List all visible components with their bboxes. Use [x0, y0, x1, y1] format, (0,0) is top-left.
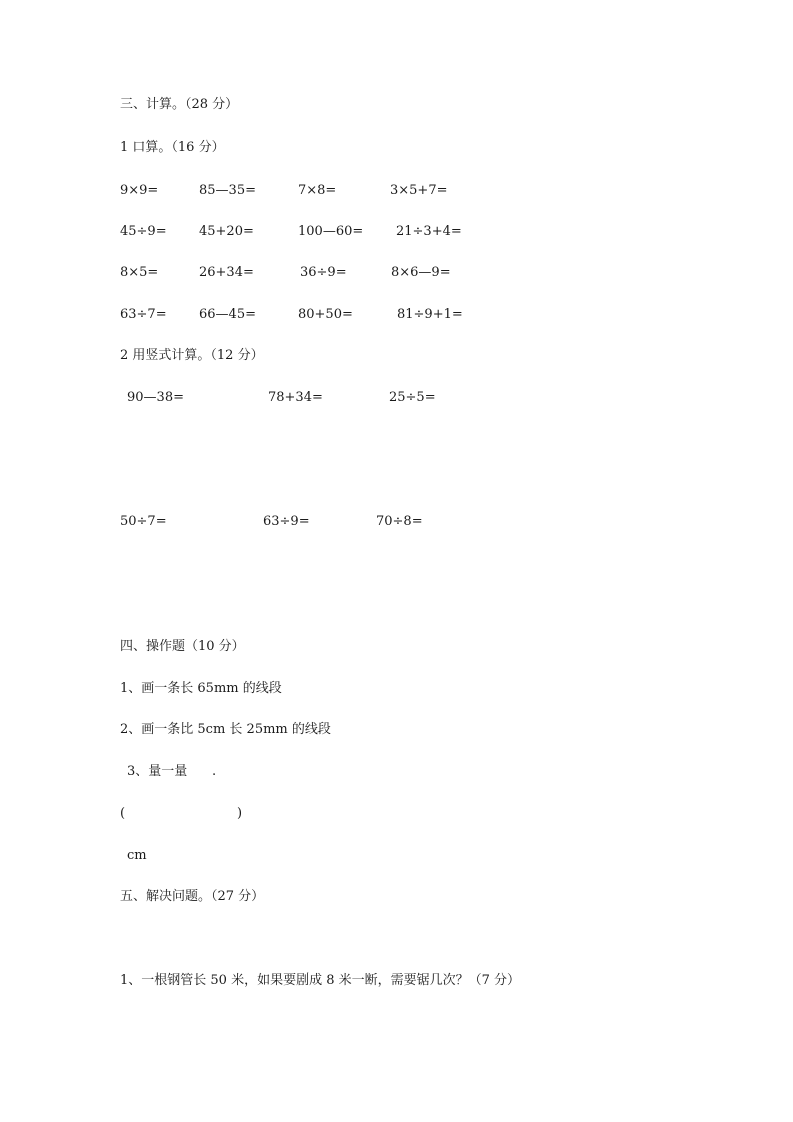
- section4-question-3: 3、量一量: [127, 764, 188, 779]
- section5-question-1: 1、一根钢管长 50 米，如果要剧成 8 米一断，需要锯几次？（7 分）: [120, 973, 521, 988]
- paren-close: ): [237, 806, 243, 821]
- vertical-calc-item: 90—38=: [127, 390, 184, 405]
- oral-calc-item: 81÷9+1=: [397, 307, 463, 322]
- oral-calc-item: 45÷9=: [120, 224, 167, 239]
- oral-calc-item: 21÷3+4=: [396, 224, 462, 239]
- part2-heading: 2 用竖式计算。（12 分）: [120, 348, 264, 363]
- oral-calc-item: 9×9=: [120, 183, 159, 198]
- oral-calc-item: 66—45=: [199, 307, 256, 322]
- oral-calc-item: 85—35=: [199, 183, 256, 198]
- part1-heading: 1 口算。（16 分）: [120, 140, 225, 155]
- oral-calc-item: 26+34=: [199, 265, 254, 280]
- oral-calc-item: 45+20=: [199, 224, 254, 239]
- oral-calc-item: 8×6—9=: [391, 265, 451, 280]
- paren-open: (: [120, 806, 126, 821]
- oral-calc-item: 7×8=: [298, 183, 337, 198]
- section4-heading: 四、操作题（10 分）: [120, 639, 245, 654]
- vertical-calc-item: 50÷7=: [120, 514, 167, 529]
- section4-question-2: 2、画一条比 5cm 长 25mm 的线段: [120, 722, 331, 737]
- vertical-calc-item: 63÷9=: [263, 514, 310, 529]
- vertical-calc-item: 70÷8=: [376, 514, 423, 529]
- unit-label: cm: [127, 848, 147, 863]
- section3-heading: 三、计算。（28 分）: [120, 97, 239, 112]
- oral-calc-item: 100—60=: [298, 224, 364, 239]
- question-3-dot: .: [212, 764, 217, 779]
- oral-calc-item: 8×5=: [120, 265, 159, 280]
- vertical-calc-item: 25÷5=: [389, 390, 436, 405]
- oral-calc-item: 36÷9=: [300, 265, 347, 280]
- oral-calc-item: 80+50=: [298, 307, 353, 322]
- section4-question-1: 1、画一条长 65mm 的线段: [120, 681, 282, 696]
- oral-calc-item: 3×5+7=: [390, 183, 448, 198]
- oral-calc-item: 63÷7=: [120, 307, 167, 322]
- section5-heading: 五、解决问题。（27 分）: [120, 889, 265, 904]
- vertical-calc-item: 78+34=: [268, 390, 323, 405]
